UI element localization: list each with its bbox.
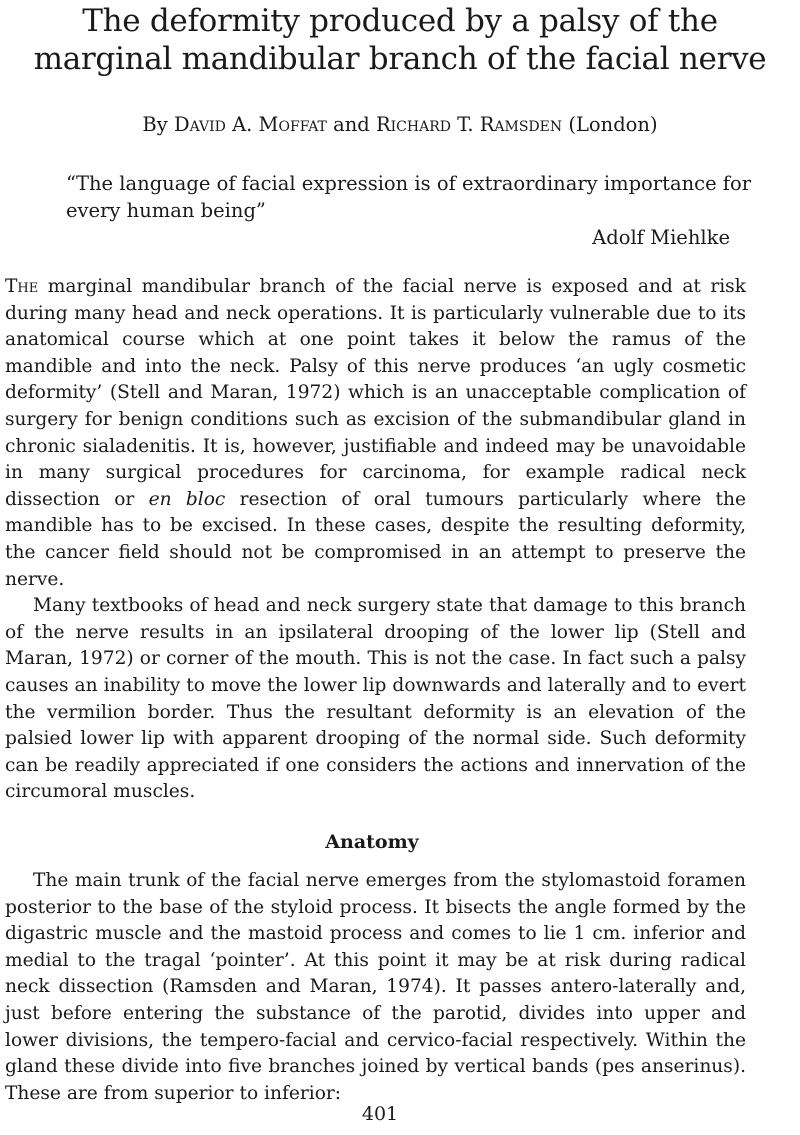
intro-paragraph-2: Many textbooks of head and neck surgery state that damage to this branch of the nerve results in an ipsilateral drooping of the lower lip (Stell and Maran, 1972) or corner of the mouth. This is not the case. In fact such a palsy causes an inability to move the lower lip downwards and laterally and to evert the vermilion border. Thus the resultant deformity is an elevation of the palsied lower lip with apparent drooping of the normal side. Such deformity can be readily appreciated if one considers the actions and innervation of the circumoral muscles. <box>5 595 746 803</box>
byline-location: (London) <box>562 113 658 136</box>
epigraph-attribution: Adolf Miehlke <box>592 226 730 249</box>
article-title <box>0 2 800 78</box>
intro-p1-italic: en bloc <box>148 488 226 510</box>
byline-prefix: By <box>142 113 174 136</box>
byline-conjunction: and <box>326 113 376 136</box>
author-1: David A. Moffat <box>173 113 327 136</box>
anatomy-section <box>5 868 746 1107</box>
intro-p1-text-a: marginal mandibular branch of the facial nerve is exposed and at risk during many head and neck operations. It is particularly vulnerable due to its anatomical course which at one point takes it below the ramus of the mandible and into the neck. Palsy of this nerve produces ‘an ugly cosmetic deformity’ (Stell and Maran, 1972) which is an unacceptable complication of surgery for benign conditions such as excision of the submandibular gland in chronic sialadenitis. It is, however, justifiable and indeed may be unavoidable in many surgical procedures for carcinoma, for example radical neck dissection or <box>5 276 746 510</box>
intro-p1-text-b: resection of oral tumours particularly where the mandible has to be excised. In these cases, despite the resulting deformity, the cancer field should not be compromised in an attempt to preserve the nerve. <box>5 488 746 590</box>
author-2: Richard T. Ramsden <box>375 113 563 136</box>
epigraph-quote: “The language of facial expression is of extraordinary importance for every human being” <box>66 172 752 222</box>
intro-paragraph-1 <box>5 274 746 593</box>
page-number: 401 <box>361 1103 399 1125</box>
section-heading-anatomy: Anatomy <box>325 831 419 853</box>
lead-word: The <box>5 276 39 297</box>
intro-section <box>5 274 746 806</box>
title-line-2: marginal mandibular branch of the facial nerve <box>33 41 767 77</box>
anatomy-paragraph-1: The main trunk of the facial nerve emerges from the stylomastoid foramen posterior to the base of the styloid process. It bisects the angle formed by the digastric muscle and the mastoid process and comes to lie 1 cm. inferior and medial to the tragal ‘pointer’. At this point it may be at risk during radical neck dissection (Ramsden and Maran, 1974). It passes antero-laterally and, just before entering the substance of the parotid, divides into upper and lower divisions, the tempero-facial and cervico-facial respectively. Within the gland these divide into five branches joined by vertical bands (pes anserinus). These are from superior to inferior: <box>5 870 746 1104</box>
title-line-1: The deformity produced by a palsy of the <box>82 3 718 39</box>
byline <box>0 112 800 138</box>
